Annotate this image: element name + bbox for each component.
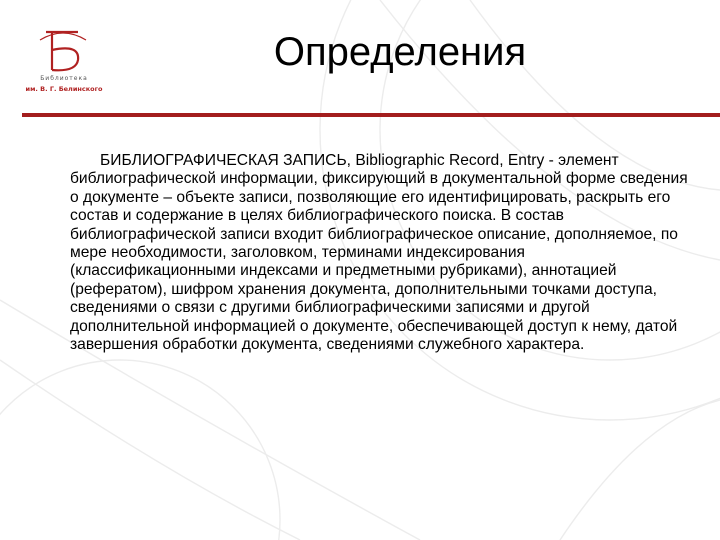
library-logo-mark	[32, 28, 94, 74]
logo-line-name: им. В. Г. Белинского	[25, 85, 103, 93]
definition-paragraph: БИБЛИОГРАФИЧЕСКАЯ ЗАПИСЬ, Bibliographic Record, Entry - элемент библиографической информации, фиксирующий в документальной форме сведения о документе – объекте записи, позволяющие его идентифицировать, раскрыть его состав и содержание в целях библиографического поиска. В состав библиографической записи входит библиографическое описание, дополняемое, по мере необходимости, заголовком, терминами индексирования (классификационными индексами и предметными рубриками), аннотацией (рефератом), шифром хранения документа, дополнительными точками доступа, сведениями о связи с другими библиографическими записями и другой дополнительной информацией о документе, обеспечивающей доступ к нему, датой завершения обработки документа, сведениями служебного характера.	[70, 152, 688, 354]
title-divider	[22, 113, 720, 117]
library-logo	[18, 28, 110, 100]
slide-title: Определения	[273, 30, 527, 74]
logo-line-library: Библиотека	[40, 75, 88, 82]
